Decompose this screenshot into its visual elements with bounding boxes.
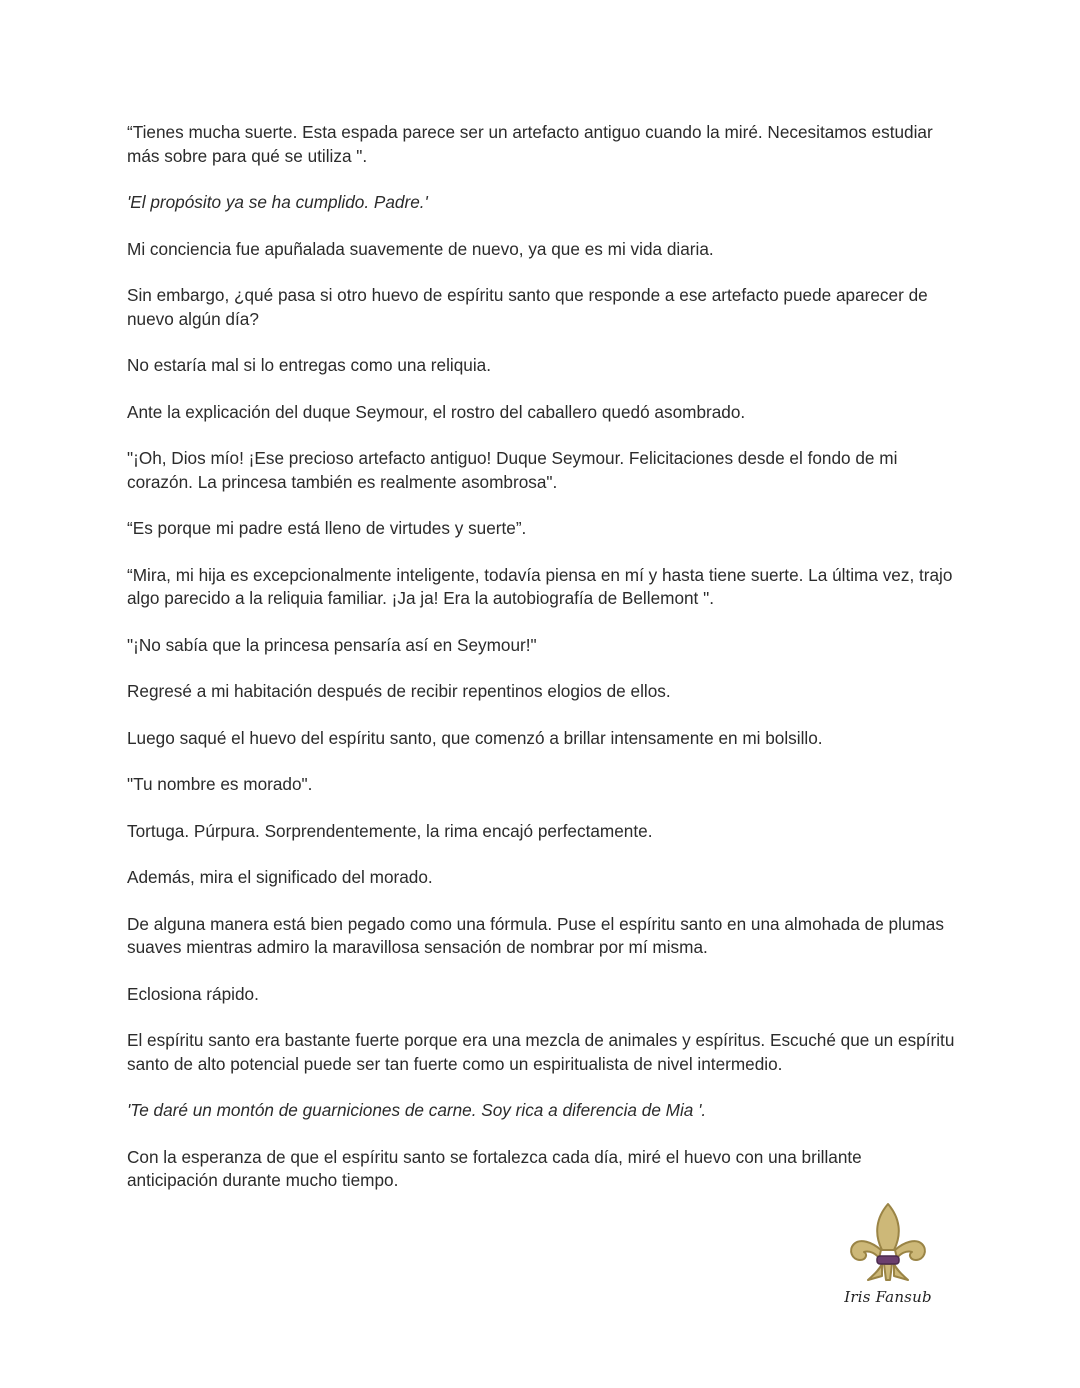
paragraph: "¡No sabía que la princesa pensaría así en Seymour!" (127, 634, 537, 655)
paragraph: El espíritu santo era bastante fuerte porque era una mezcla de animales y espíritus. Escuché que un espíritu santo de alto potencial puede ser tan fuerte como un espiritualista de nivel intermedio. (127, 1030, 955, 1074)
paragraph: Eclosiona rápido. (127, 983, 259, 1004)
paragraph: 'Te daré un montón de guarniciones de carne. Soy rica a diferencia de Mia '. (127, 1100, 707, 1120)
paragraph: De alguna manera está bien pegado como una fórmula. Puse el espíritu santo en una almohada de plumas suaves mientras admiro la maravillosa sensación de nombrar por mí misma. (127, 913, 944, 957)
paragraph: Tortuga. Púrpura. Sorprendentemente, la rima encajó perfectamente. (127, 820, 653, 841)
paragraph: Con la esperanza de que el espíritu santo se fortalezca cada día, miré el huevo con una brillante anticipación durante mucho tiempo. (127, 1146, 862, 1190)
paragraph: 'El propósito ya se ha cumplido. Padre.' (127, 192, 428, 212)
iris-fansub-logo (838, 1200, 938, 1310)
paragraph: Mi conciencia fue apuñalada suavemente de nuevo, ya que es mi vida diaria. (127, 238, 714, 259)
document-body (127, 121, 957, 1216)
paragraph: Ante la explicación del duque Seymour, el rostro del caballero quedó asombrado. (127, 401, 746, 422)
paragraph: “Es porque mi padre está lleno de virtudes y suerte”. (127, 518, 527, 538)
paragraph: “Mira, mi hija es excepcionalmente inteligente, todavía piensa en mí y hasta tiene suerte. La última vez, trajo algo parecido a la reliquia familiar. ¡Ja ja! Era la autobiografía de Bellemont ". (127, 564, 953, 608)
paragraph: Regresé a mi habitación después de recibir repentinos elogios de ellos. (127, 681, 671, 701)
paragraph: Luego saqué el huevo del espíritu santo, que comenzó a brillar intensamente en mi bolsillo. (127, 727, 823, 748)
paragraph: Además, mira el significado del morado. (127, 867, 433, 887)
paragraph: Sin embargo, ¿qué pasa si otro huevo de espíritu santo que responde a ese artefacto puede aparecer de nuevo algún día? (127, 285, 928, 329)
paragraph: "¡Oh, Dios mío! ¡Ese precioso artefacto antiguo! Duque Seymour. Felicitaciones desde el fondo de mi corazón. La princesa también es realmente asombrosa". (127, 448, 898, 492)
paragraph: "Tu nombre es morado". (127, 774, 313, 794)
fleur-de-lis-icon (846, 1200, 930, 1286)
paragraph: “Tienes mucha suerte. Esta espada parece ser un artefacto antiguo cuando la miré. Necesitamos estudiar más sobre para qué se utiliza ". (127, 122, 933, 166)
logo-text: Iris Fansub (844, 1288, 932, 1306)
paragraph: No estaría mal si lo entregas como una reliquia. (127, 355, 491, 375)
